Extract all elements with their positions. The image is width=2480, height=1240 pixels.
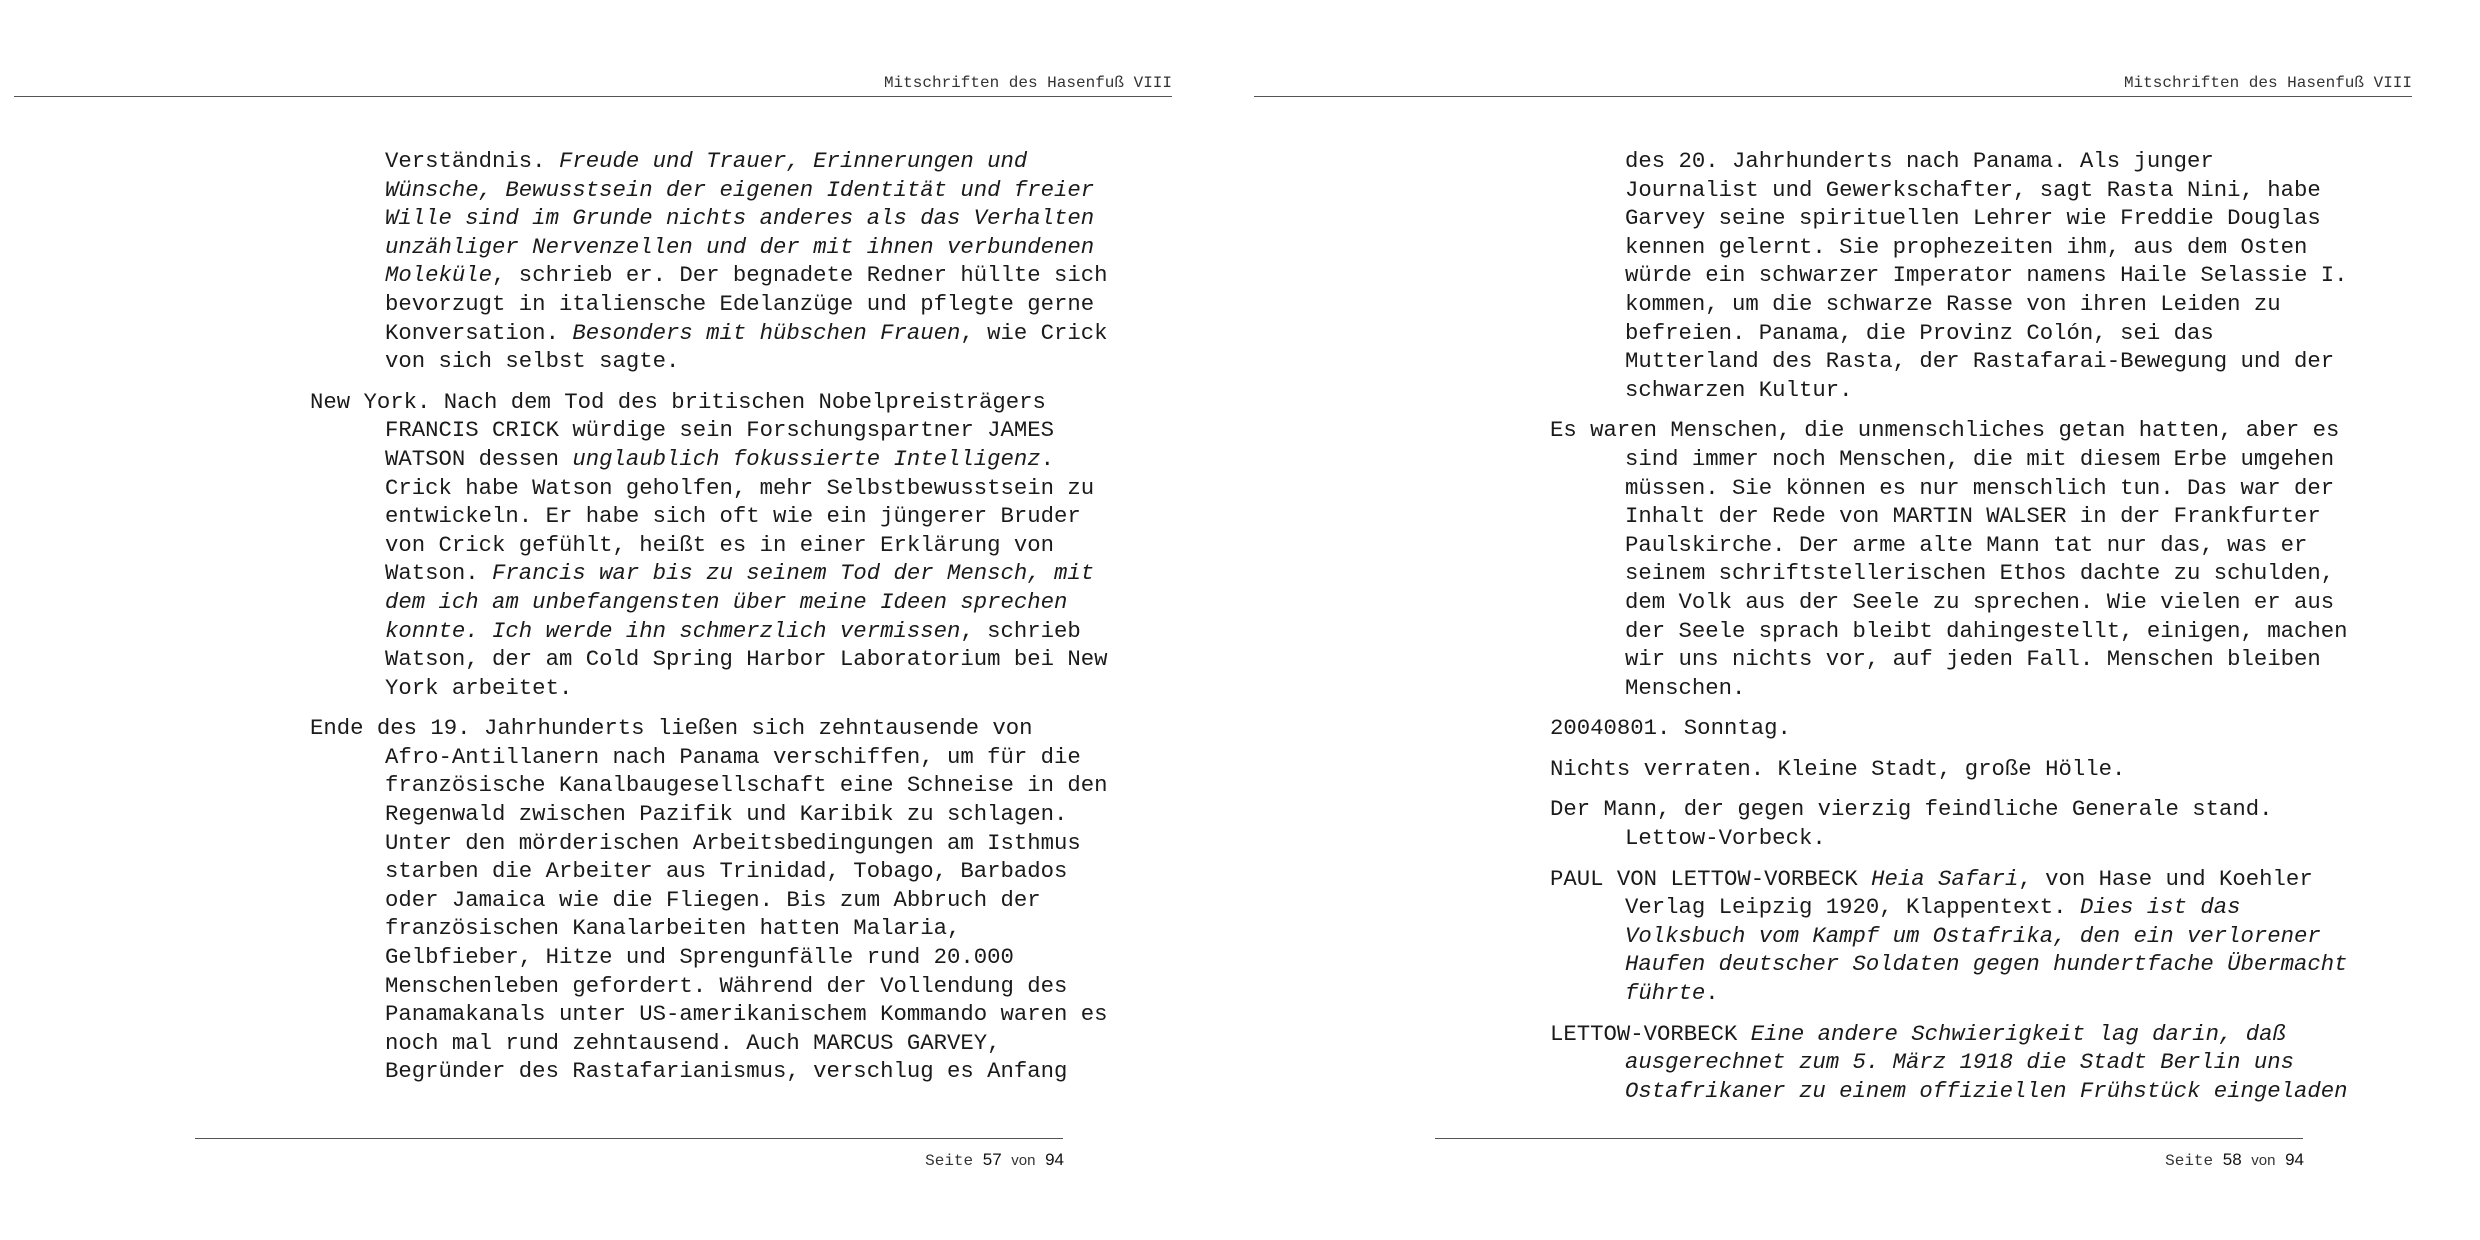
page-total: 94	[1045, 1150, 1064, 1169]
header-rule	[1254, 96, 2412, 97]
page-body	[1550, 147, 2350, 1117]
paragraph	[1550, 1020, 2350, 1106]
text-run: , schrieb Watson, der am Cold Spring Harbor Laboratorium bei New York arbeitet.	[385, 617, 1108, 701]
footer-mid: von	[2251, 1152, 2276, 1169]
page-footer	[2165, 1150, 2304, 1170]
paragraph	[310, 147, 1110, 376]
text-run: 20040801. Sonntag.	[1550, 715, 1791, 742]
text-run: Nichts verraten. Kleine Stadt, große Hölle.	[1550, 755, 2126, 782]
footer-prefix: Seite	[2165, 1152, 2214, 1170]
text-run: LETTOW-VORBECK	[1550, 1020, 1751, 1047]
italic-quote: Francis war bis zu seinem Tod der Mensch, mit dem ich am unbefangensten über meine Ideen sprechen konnte. Ich werde ihn schmerzlich vermissen	[385, 560, 1095, 644]
text-run: PAUL VON LETTOW-VORBECK	[1550, 865, 1872, 892]
paragraph	[310, 714, 1110, 1086]
page-right	[1240, 0, 2480, 1240]
text-run: .	[1705, 980, 1719, 1007]
page-footer	[925, 1150, 1064, 1170]
page-number: 57	[982, 1150, 1002, 1169]
text-run: . Crick habe Watson geholfen, mehr Selbstbewusstsein zu entwickeln. Er habe sich oft wie ein jüngerer Bruder von Crick gefühlt, heißt es in einer Erklärung von Watson.	[385, 445, 1095, 587]
paragraph	[1550, 755, 2350, 784]
paragraph	[310, 388, 1110, 703]
page-total: 94	[2285, 1150, 2304, 1169]
paragraph	[1550, 795, 2350, 852]
text-run: Verständnis.	[385, 148, 559, 174]
page-body	[310, 147, 1110, 1098]
italic-quote: Eine andere Schwierigkeit lag darin, daß ausgerechnet zum 5. März 1918 die Stadt Berlin uns Ostafrikaner zu einem offiziellen Frühstück eingeladen	[1625, 1020, 2348, 1104]
italic-quote: Dies ist das Volksbuch vom Kampf um Ostafrika, den ein verlorener Haufen deutscher Soldaten gegen hundertfache Übermacht führte	[1625, 894, 2348, 1007]
footer-prefix: Seite	[925, 1152, 974, 1170]
paragraph	[1550, 714, 2350, 743]
page-number: 58	[2222, 1150, 2242, 1169]
running-header: Mitschriften des Hasenfuß VIII	[883, 74, 1172, 92]
italic-quote: Freude und Trauer, Erinnerungen und Wünsche, Bewusstsein der eigenen Identität und freier Wille sind im Grunde nichts anderes als das Verhalten unzähliger Nervenzellen und der mit ihnen verbundenen Moleküle	[385, 148, 1095, 289]
text-run: des 20. Jahrhunderts nach Panama. Als junger Journalist und Gewerkschafter, sagt Rasta Nini, habe Garvey seine spirituellen Lehrer wie Freddie Douglas kennen gelernt. Sie prophezeiten ihm, aus dem Osten würde ein schwarzer Imperator namens Haile Selassie I. kommen, um die schwarze Rasse von ihren Leiden zu befreien. Panama, die Provinz Colón, sei das Mutterland des Rasta, der Rastafarai-Bewegung und der schwarzen Kultur.	[1625, 148, 2348, 403]
text-run: , schrieb er. Der begnadete Redner hüllte sich bevorzugt in italiensche Edelanzüge und pflegte gerne Konversation.	[385, 262, 1108, 346]
text-run: , von Hase und Koehler Verlag Leipzig 1920, Klappentext.	[1625, 865, 2313, 921]
footer-mid: von	[1011, 1152, 1036, 1169]
text-run: Es waren Menschen, die unmenschliches getan hatten, aber es sind immer noch Menschen, die mit diesem Erbe umgehen müssen. Sie können es nur menschlich tun. Das war der Inhalt der Rede von MARTIN WALSER in der Frankfurter Paulskirche. Der arme alte Mann tat nur das, was er seinem schriftstellerischen Ethos dachte zu schulden, dem Volk aus der Seele zu sprechen. Wie vielen er aus der Seele sprach bleibt dahingestellt, einigen, machen wir uns nichts vor, auf jeden Fall. Menschen bleiben Menschen.	[1550, 417, 2348, 701]
paragraph	[1550, 147, 2350, 404]
paragraph	[1550, 865, 2350, 1008]
running-header: Mitschriften des Hasenfuß VIII	[2123, 74, 2412, 92]
header-rule	[14, 96, 1172, 97]
text-run: Der Mann, der gegen vierzig feindliche Generale stand. Lettow-Vorbeck.	[1550, 796, 2273, 852]
text-run: Ende des 19. Jahrhunderts ließen sich zehntausende von Afro-Antillanern nach Panama verschiffen, um für die französische Kanalbaugesellschaft eine Schneise in den Regenwald zwischen Pazifik und Karibik zu schlagen. Unter den mörderischen Arbeitsbedingungen am Isthmus starben die Arbeiter aus Trinidad, Tobago, Barbados oder Jamaica wie die Fliegen. Bis zum Abbruch der französischen Kanalarbeiten hatten Malaria, Gelbfieber, Hitze und Sprengunfälle rund 20.000 Menschenleben gefordert. Während der Vollendung des Panamakanals unter US-amerikanischem Kommando waren es noch mal rund zehntausend. Auch MARCUS GARVEY, Begründer des Rastafarianismus, verschlug es Anfang	[310, 715, 1108, 1085]
paragraph	[1550, 416, 2350, 702]
footer-rule	[1435, 1138, 2303, 1139]
text-run: New York. Nach dem Tod des britischen Nobelpreisträgers FRANCIS CRICK würdige sein Forschungspartner JAMES WATSON dessen	[310, 388, 1055, 472]
italic-quote: unglaublich fokussierte Intelligenz	[572, 445, 1041, 472]
text-run: , wie Crick von sich selbst sagte.	[385, 319, 1108, 375]
italic-quote: Besonders mit hübschen Frauen	[572, 319, 961, 346]
italic-quote: Heia Safari	[1871, 865, 2019, 892]
footer-rule	[195, 1138, 1063, 1139]
